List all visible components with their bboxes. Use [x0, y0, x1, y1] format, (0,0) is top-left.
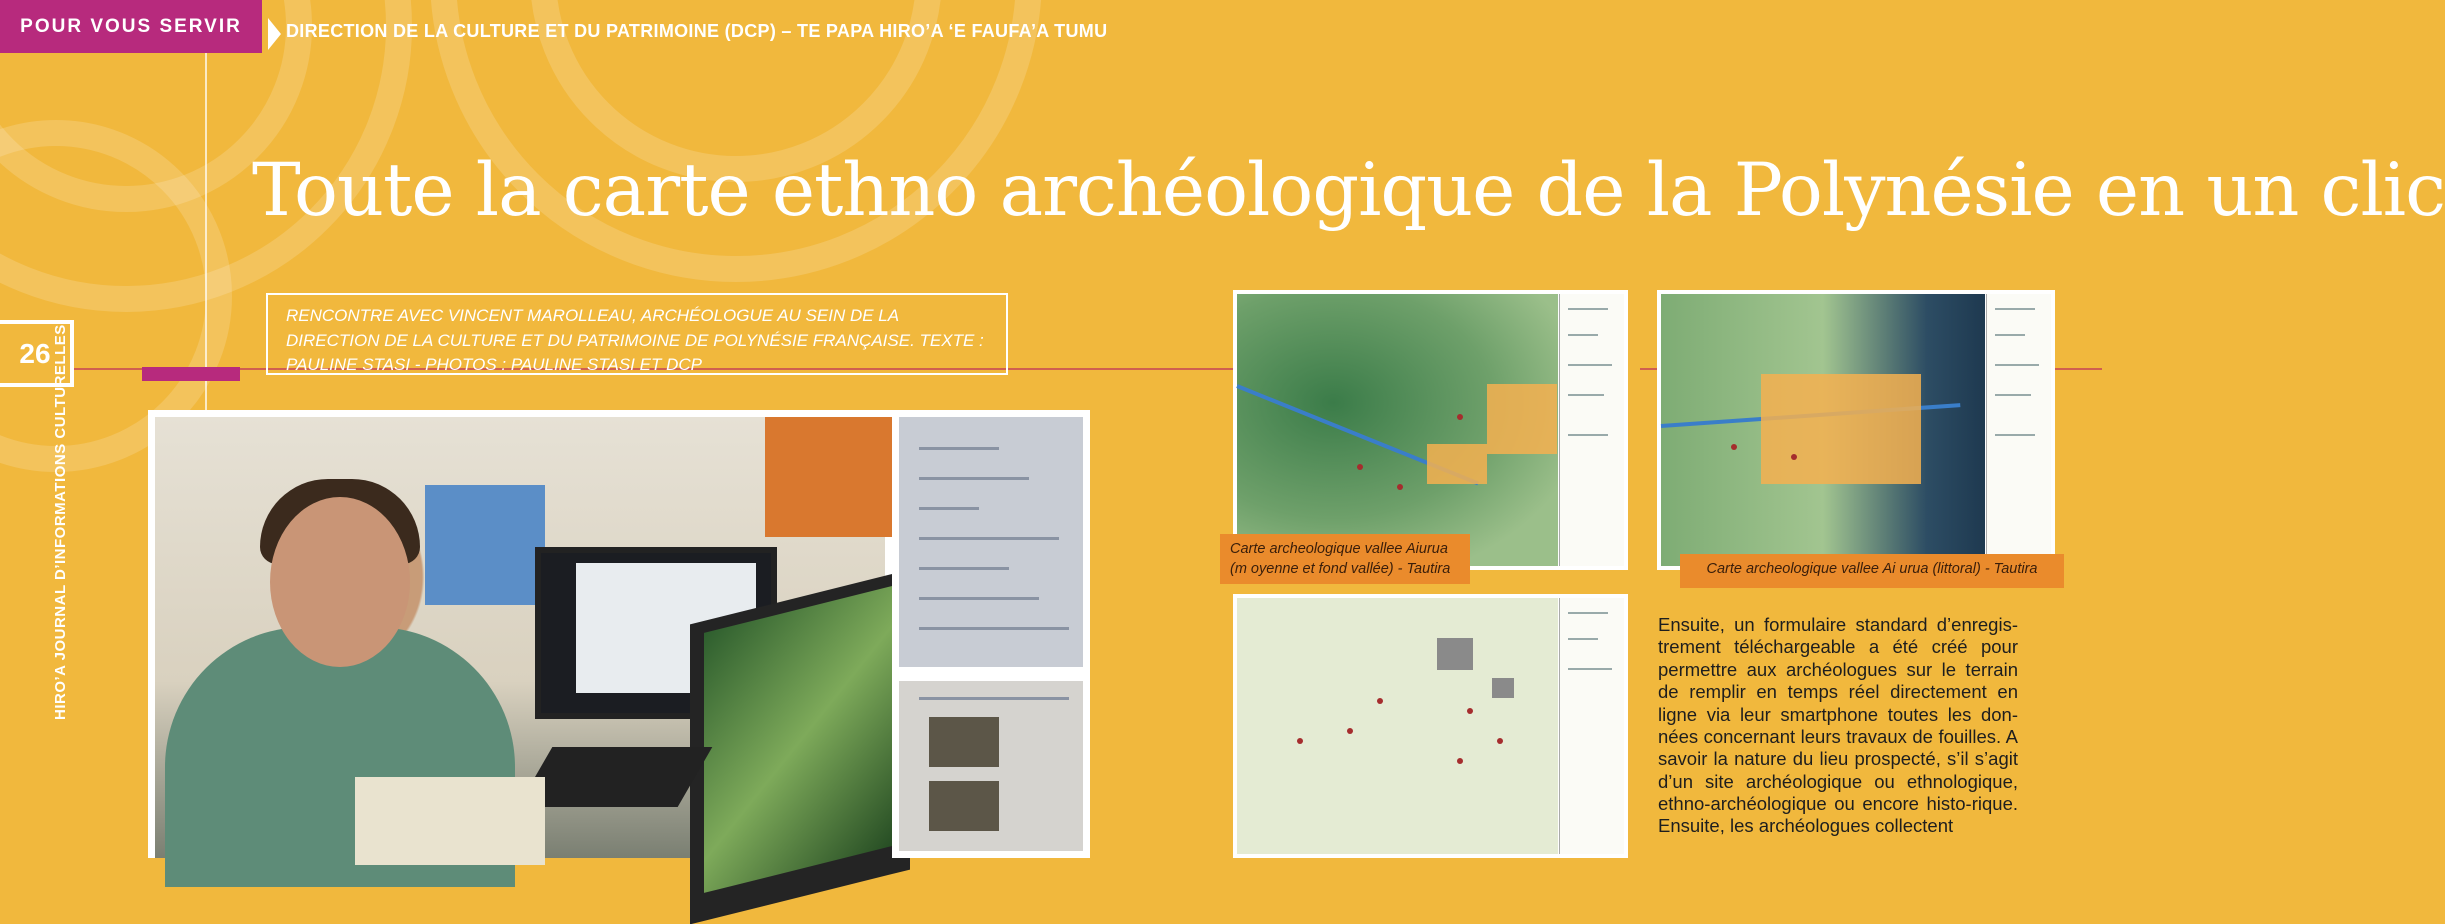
section-label: POUR VOUS SERVIR [0, 0, 262, 53]
journal-side-label: HIRO’A JOURNAL D’INFORMATIONS CULTURELLES [52, 324, 69, 720]
intro-box: RENCONTRE AVEC VINCENT MAROLLEAU, ARCHÉOLOGUE AU SEIN DE LA DIRECTION DE LA CULTURE ET DU PATRIMOINE DE POLYNÉSIE FRANÇAISE. TEXTE : PAULINE STASI - PHOTOS : PAULINE STASI ET DCP [266, 293, 1008, 375]
section-kicker: DIRECTION DE LA CULTURE ET DU PATRIMOINE (DCP) – TE PAPA HIRO’A ‘E FAUFA’A TUMU [286, 21, 1108, 41]
form-document-photo [892, 410, 1090, 674]
accent-bar [142, 367, 240, 381]
archaeological-structures-map [1233, 594, 1628, 858]
archaeological-map-coast [1657, 290, 2055, 570]
page-number: 26 [0, 320, 74, 387]
map-caption-valley: Carte archeologique vallee Aiurua (m oyenne et fond vallée) - Tautira [1220, 534, 1470, 584]
chevron-right-icon [268, 18, 281, 50]
archaeological-map-valley [1233, 290, 1628, 570]
article-body-text: Ensuite, un formulaire standard d’enregis-trement téléchargeable a été créé pour permettre aux archéologues sur le terrain de remplir en temps réel directement en ligne via leur smartphone toutes les don-nées concernant leurs travaux de fouilles. A savoir la nature du lieu prospecté, s’il s’agit d’un site archéologique ou ethnologique, ethno-archéologique ou encore histo-rique. Ensuite, les archéologues collectent [1658, 614, 2018, 837]
decorative-swirl [430, 0, 1042, 282]
map-caption-coast: Carte archeologique vallee Ai urua (littoral) - Tautira [1680, 554, 2064, 588]
page-title: Toute la carte ethno archéologique de la Polynésie en un clic [252, 148, 2445, 233]
photo-sheet-document [892, 674, 1090, 858]
archaeologist-photo [148, 410, 892, 858]
